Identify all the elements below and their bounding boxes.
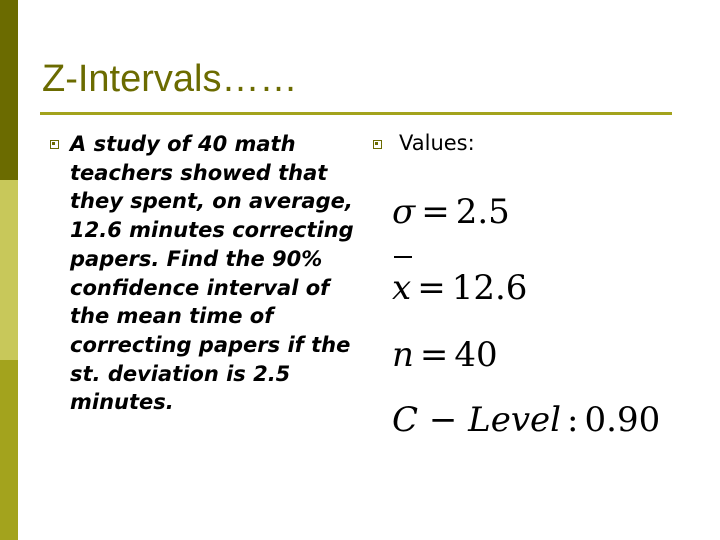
side-bar-segment-top bbox=[0, 0, 18, 180]
equation-confidence-level bbox=[392, 400, 660, 440]
problem-statement: A study of 40 math teachers showed that they spent, on average, 12.6 minutes correcting papers. Find the 90% confidence interval of the mean time of correcting papers if the st. deviation is 2.5 minutes. bbox=[70, 132, 354, 415]
equation-sigma bbox=[392, 192, 510, 232]
equation-sample-size bbox=[392, 335, 498, 375]
equation-value: 40 bbox=[454, 335, 498, 375]
equation-value: 2.5 bbox=[455, 192, 510, 232]
side-bar-segment-middle bbox=[0, 180, 18, 360]
slide-title: Z-Intervals…… bbox=[42, 58, 298, 100]
bullet-square-icon bbox=[50, 140, 59, 149]
equation-operator: : bbox=[567, 400, 579, 440]
values-label: Values: bbox=[399, 131, 475, 155]
equation-value: 0.90 bbox=[584, 400, 661, 440]
overbar-line bbox=[394, 256, 412, 258]
bullet-square-icon bbox=[373, 140, 382, 149]
equation-variable: x bbox=[392, 268, 412, 308]
side-bar-segment-bottom bbox=[0, 360, 18, 540]
equation-operator: = bbox=[417, 268, 446, 308]
side-accent-bar bbox=[0, 0, 18, 540]
equation-variable: C − Level bbox=[392, 400, 562, 440]
xbar-symbol bbox=[392, 268, 411, 308]
title-underline bbox=[40, 112, 672, 115]
equation-variable: n bbox=[392, 335, 414, 375]
equation-operator: = bbox=[421, 192, 450, 232]
equation-sample-mean bbox=[392, 268, 527, 308]
equation-operator: = bbox=[419, 335, 449, 375]
equation-variable: σ bbox=[392, 192, 416, 232]
equation-value: 12.6 bbox=[451, 268, 528, 308]
